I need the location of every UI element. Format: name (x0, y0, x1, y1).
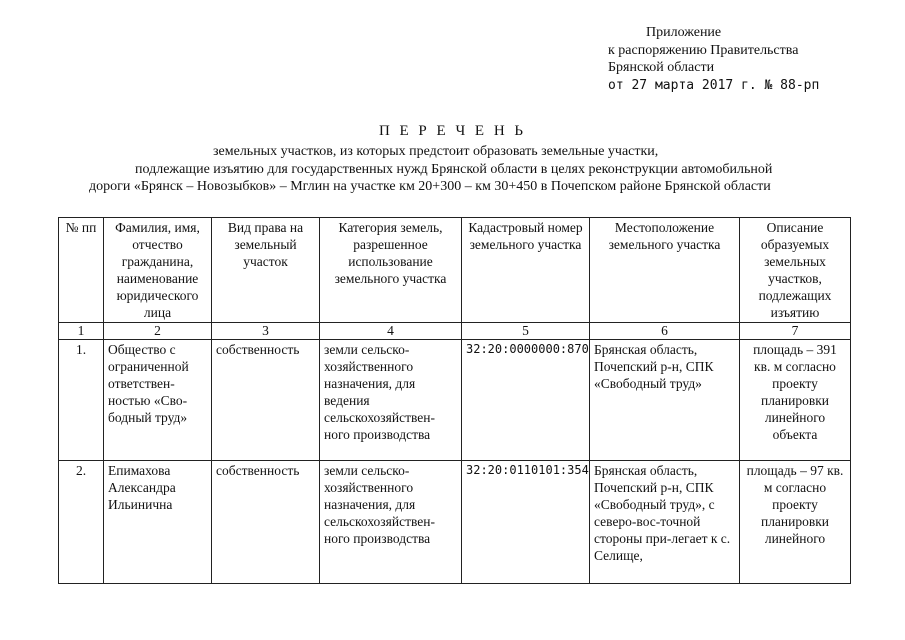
subtitle-line-3: дороги «Брянск – Новозыбков» – Мглин на участке км 20+300 – км 30+450 в Почепском районе Брянской области (89, 179, 771, 194)
appendix-region: Брянской области (608, 60, 715, 75)
appendix-date-number: от 27 марта 2017 г. № 88-рп (608, 77, 820, 93)
header-land-category: Категория земель, разрешенное использование земельного участка (320, 218, 462, 323)
header-cadastral-number: Кадастровый номер земельного участка (462, 218, 590, 323)
right-type-cell: собственность (212, 461, 320, 584)
appendix-decree-ref: к распоряжению Правительства (608, 42, 799, 58)
subtitle-line-1: земельных участков, из которых предстоит образовать земельные участки, (213, 144, 659, 159)
document-title: П Е Р Е Ч Е Н Ь (378, 123, 527, 139)
column-number: 3 (212, 323, 320, 340)
description-cell: площадь – 391 кв. м согласно проекту планировки линейного объекта (740, 340, 851, 461)
location-cell: Брянская область, Почепский р-н, СПК «Свободный труд» (590, 340, 740, 461)
header-location: Местоположение земельного участка (590, 218, 740, 323)
column-number: 4 (320, 323, 462, 340)
header-right-type: Вид права на земельный участок (212, 218, 320, 323)
header-owner: Фамилия, имя, отчество гражданина, наименование юридического лица (104, 218, 212, 323)
column-number-row (59, 323, 851, 340)
appendix-label: Приложение (646, 25, 722, 40)
land-category-cell: земли сельско-хозяйственного назначения, для ведения сельскохозяйствен-ного производства (320, 340, 462, 461)
owner-cell: Епимахова Александра Ильинична (104, 461, 212, 584)
row-number: 2. (59, 461, 104, 584)
cadastral-number-cell: 32:20:0110101:354 (462, 461, 590, 584)
land-plots-table (58, 217, 851, 584)
header-number: № пп (59, 218, 104, 323)
header-description: Описание образуемых земельных участков, подлежащих изъятию (740, 218, 851, 323)
document-subtitle (86, 143, 846, 196)
right-type-cell: собственность (212, 340, 320, 461)
land-category-cell: земли сельско-хозяйственного назначения, для сельскохозяйствен-ного производства (320, 461, 462, 584)
table-header-row (59, 218, 851, 323)
appendix-block (608, 24, 819, 94)
column-number: 1 (59, 323, 104, 340)
subtitle-line-2: подлежащие изъятию для государственных нужд Брянской области в целях реконструкции автомобильной (135, 161, 773, 177)
row-number: 1. (59, 340, 104, 461)
location-cell: Брянская область, Почепский р-н, СПК «Свободный труд», с северо-вос-точной стороны при-легает к с. Селище, (590, 461, 740, 584)
cadastral-number-cell: 32:20:0000000:870 (462, 340, 590, 461)
table-row (59, 340, 851, 461)
owner-cell: Общество с ограниченной ответствен-ностью «Сво-бодный труд» (104, 340, 212, 461)
column-number: 6 (590, 323, 740, 340)
column-number: 2 (104, 323, 212, 340)
description-cell: площадь – 97 кв. м согласно проекту планировки линейного (740, 461, 851, 584)
column-number: 7 (740, 323, 851, 340)
column-number: 5 (462, 323, 590, 340)
table-row (59, 461, 851, 584)
